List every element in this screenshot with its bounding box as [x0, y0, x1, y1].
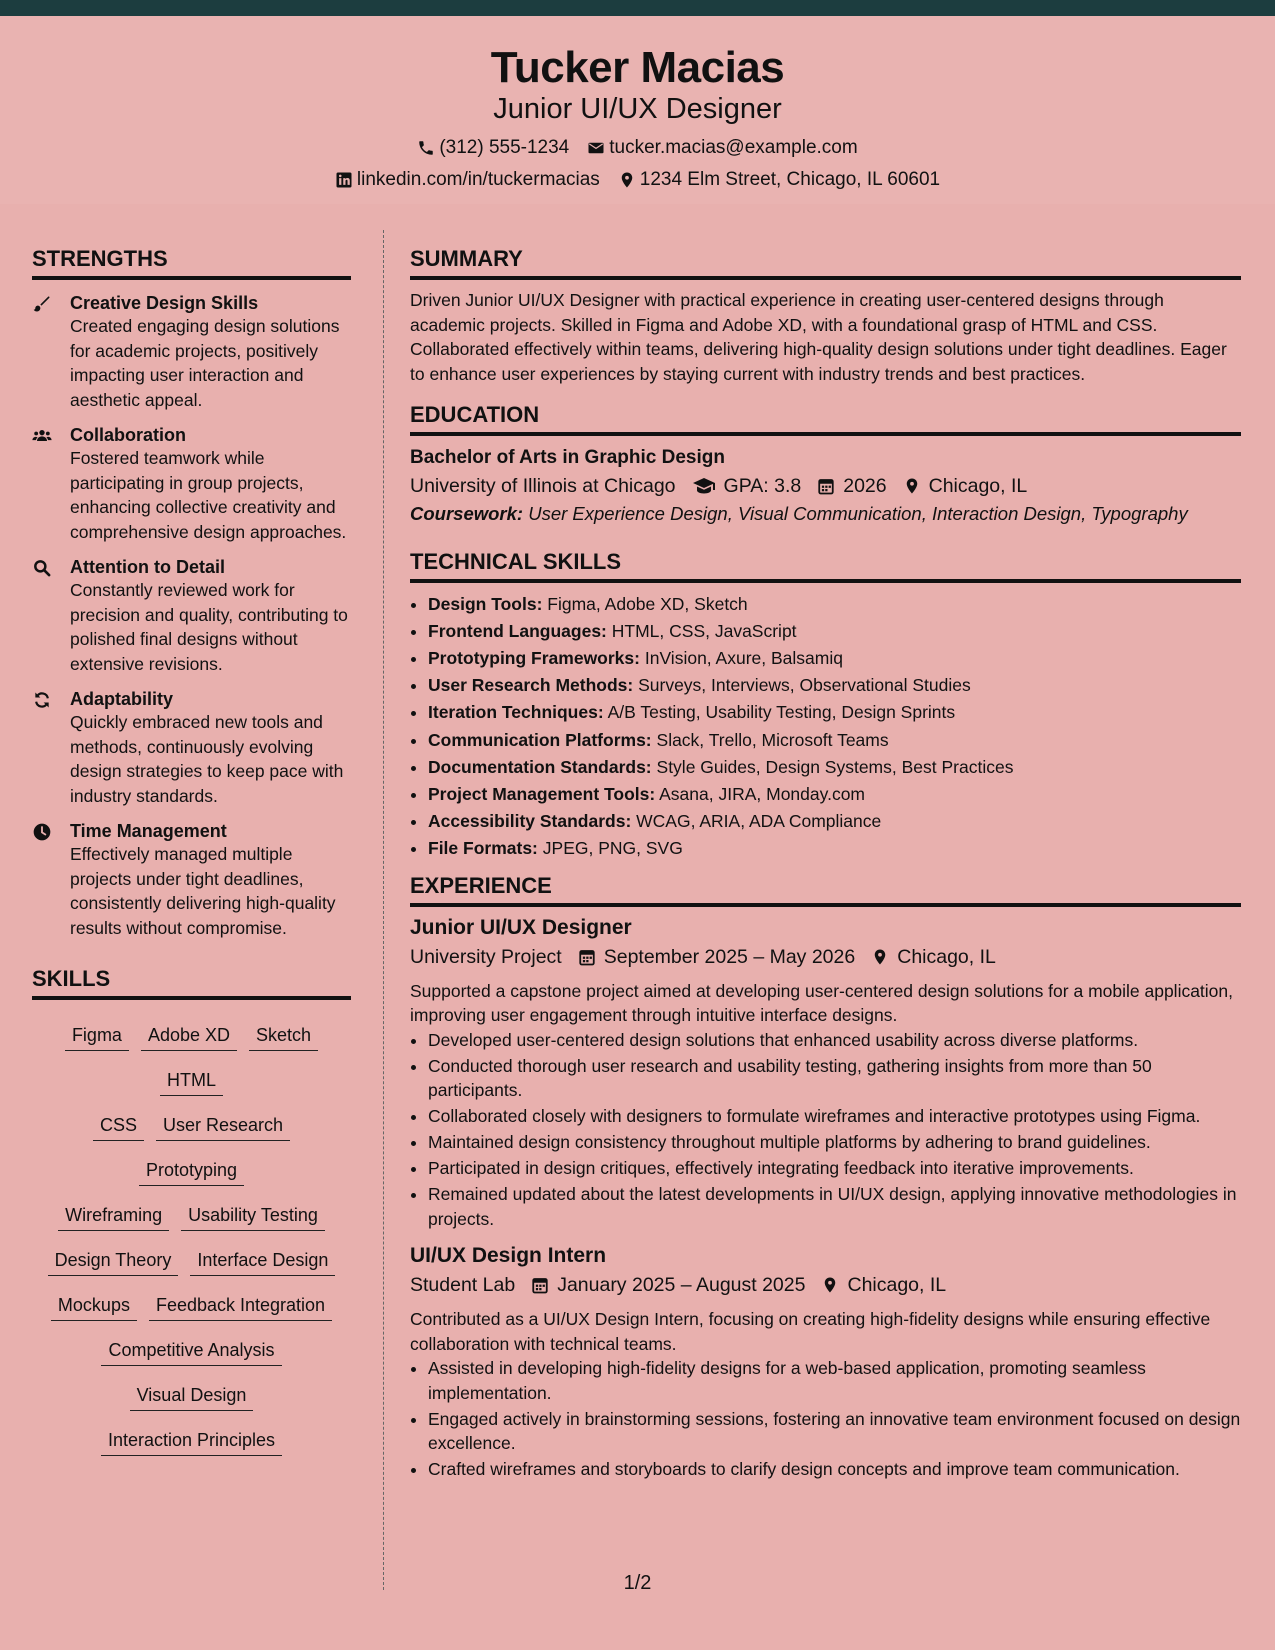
address-text: 1234 Elm Street, Chicago, IL 60601 [639, 169, 941, 190]
envelope-icon [587, 139, 605, 157]
strength-desc: Effectively managed multiple projects under tight deadlines, consistently delivering high-quality results without compromise. [70, 844, 336, 938]
job-2-location: Chicago, IL [847, 1274, 947, 1297]
skill-label: Design Tools: [428, 593, 543, 614]
map-pin-icon [871, 948, 889, 966]
calendar-icon [817, 477, 835, 495]
list-item: • Remained updated about the latest developments in UI/UX design, applying innovative methodologies in projects. [428, 1182, 1241, 1231]
list-item [428, 781, 1241, 808]
strengths-heading: STRENGTHS [32, 230, 351, 280]
skill-tag: Competitive Analysis [101, 1339, 281, 1366]
list-item: • Collaborated closely with designers to formulate wireframes and interactive prototypes using Figma. [428, 1104, 1241, 1129]
skills-heading: SKILLS [32, 950, 351, 1000]
contact-row-1 [0, 132, 1275, 164]
job-1-meta [410, 941, 1241, 973]
address-contact [618, 164, 940, 196]
skill-value: Slack, Trello, Microsoft Teams [656, 729, 889, 750]
list-item [428, 645, 1241, 672]
skill-tag: HTML [160, 1069, 223, 1096]
strength-desc: Created engaging design solutions for academic projects, positively impacting user interaction and aesthetic appeal. [70, 316, 340, 410]
skill-value: A/B Testing, Usability Testing, Design Sprints [607, 702, 956, 723]
skill-tag: Prototyping [139, 1159, 244, 1186]
skill-tag: User Research [156, 1114, 290, 1141]
list-item: • Maintained design consistency throughout multiple platforms by adhering to brand guidelines. [428, 1130, 1241, 1155]
content-columns [32, 230, 1241, 1594]
graduation-cap-icon [692, 474, 716, 498]
gpa-text: GPA: 3.8 [723, 475, 802, 497]
calendar-icon [578, 948, 596, 966]
skill-label: Accessibility Standards: [428, 811, 632, 832]
skill-label: File Formats: [428, 838, 538, 859]
grad-year: 2026 [843, 475, 887, 497]
resume-header [0, 16, 1275, 204]
summary-heading: SUMMARY [410, 230, 1241, 280]
strength-title: Collaboration [70, 425, 186, 445]
email-contact[interactable] [587, 132, 857, 164]
strength-title: Creative Design Skills [70, 293, 259, 313]
skill-tag: Interaction Principles [101, 1429, 282, 1456]
phone-text: (312) 555-1234 [439, 137, 570, 158]
skill-label: User Research Methods: [428, 675, 634, 696]
calendar-icon [531, 1276, 549, 1294]
job-2-meta [410, 1269, 1241, 1301]
person-name: Tucker Macias [490, 43, 785, 92]
job-2-title: UI/UX Design Intern [410, 1244, 607, 1268]
job-title: Junior UI/UX Designer [493, 93, 782, 125]
skill-label: Documentation Standards: [428, 756, 652, 777]
list-item: • Engaged actively in brainstorming sessions, fostering an innovative team environment focused on design excellence. [428, 1407, 1241, 1456]
strengths-list [32, 292, 351, 940]
list-item [428, 835, 1241, 862]
coursework-label: Coursework: [410, 503, 524, 524]
skill-tag: Design Theory [48, 1249, 179, 1276]
skill-value: JPEG, PNG, SVG [542, 838, 683, 859]
top-bar [0, 0, 1275, 16]
skill-tag: Visual Design [130, 1384, 254, 1411]
skill-tag: Mockups [51, 1294, 137, 1321]
skill-value: WCAG, ARIA, ADA Compliance [636, 811, 882, 832]
skill-tag: Interface Design [190, 1249, 335, 1276]
strength-title: Attention to Detail [70, 557, 225, 577]
list-item [428, 618, 1241, 645]
strength-desc: Fostered teamwork while participating in group projects, enhancing collective creativity and comprehensive design approaches. [70, 448, 347, 542]
job-1-location: Chicago, IL [897, 945, 996, 968]
job-1-dates: September 2025 – May 2026 [603, 945, 856, 968]
education-heading: EDUCATION [410, 386, 1241, 436]
technical-skills-heading: TECHNICAL SKILLS [410, 533, 1241, 583]
skill-value: InVision, Axure, Balsamiq [644, 647, 843, 668]
skill-value: Style Guides, Design Systems, Best Practices [656, 756, 1014, 777]
job-2-bullets [410, 1356, 1241, 1482]
skill-label: Project Management Tools: [428, 783, 656, 804]
skill-value: Surveys, Interviews, Observational Studies [638, 675, 971, 696]
linkedin-contact[interactable] [335, 164, 600, 196]
strength-item [32, 424, 351, 544]
list-item: • Developed user-centered design solutions that enhanced usability across diverse platforms. [428, 1028, 1241, 1053]
skill-tag: Figma [65, 1024, 129, 1051]
map-pin-icon [618, 171, 636, 189]
job-1-org: University Project [410, 945, 562, 968]
skill-tag: Adobe XD [141, 1024, 237, 1051]
list-item: • Participated in design critiques, effectively integrating feedback into iterative improvements. [428, 1156, 1241, 1181]
strength-item [32, 820, 351, 940]
refresh-icon [32, 690, 52, 710]
skill-tag: Sketch [249, 1024, 318, 1051]
technical-skills-list [410, 591, 1241, 863]
linkedin-icon [335, 171, 353, 189]
strength-item [32, 688, 351, 808]
list-item [428, 754, 1241, 781]
contact-row-2 [0, 164, 1275, 196]
list-item [428, 727, 1241, 754]
experience-heading: EXPERIENCE [410, 863, 1241, 907]
coursework-list: User Experience Design, Visual Communication, Interaction Design, Typography [528, 503, 1188, 524]
education-location: Chicago, IL [928, 475, 1028, 497]
job-1-desc: Supported a capstone project aimed at developing user-centered design solutions for a mobile application, improving user engagement through intuitive interface designs. [410, 980, 1234, 1026]
left-column [32, 230, 383, 1594]
list-item [428, 699, 1241, 726]
phone-contact [417, 132, 569, 164]
skill-value: Asana, JIRA, Monday.com [659, 783, 865, 804]
job-2-org: Student Lab [410, 1274, 516, 1297]
list-item: • Assisted in developing high-fidelity designs for a web-based application, promoting seamless implementation. [428, 1356, 1241, 1405]
skill-tag: Usability Testing [181, 1204, 325, 1231]
search-icon [32, 558, 52, 578]
list-item: • Conducted thorough user research and usability testing, gathering insights from more than 50 participants. [428, 1054, 1241, 1103]
summary-text: Driven Junior UI/UX Designer with practical experience in creating user-centered designs through academic projects. Skilled in Figma and Adobe XD, with a foundational grasp of HTML and CSS. Collaborated effectively within teams, delivering high-quality design solutions under tight deadlines. Eager to enhance user experiences by staying current with industry trends and best practices. [410, 290, 1227, 384]
map-pin-icon [903, 477, 921, 495]
paintbrush-icon [32, 294, 52, 314]
skill-tag: Feedback Integration [149, 1294, 332, 1321]
strength-item [32, 556, 351, 676]
users-icon [32, 426, 52, 446]
skill-label: Communication Platforms: [428, 729, 652, 750]
school-name: University of Illinois at Chicago [410, 475, 676, 497]
strength-item [32, 292, 351, 412]
list-item [428, 672, 1241, 699]
clock-icon [32, 822, 52, 842]
email-text[interactable]: tucker.macias@example.com [609, 137, 858, 158]
skill-value: Figma, Adobe XD, Sketch [547, 593, 748, 614]
degree-name: Bachelor of Arts in Graphic Design [410, 447, 725, 468]
job-2-desc: Contributed as a UI/UX Design Intern, focusing on creating high-fidelity designs while ensuring effective collaboration with technical teams. [410, 1309, 1211, 1354]
skill-label: Prototyping Frameworks: [428, 647, 640, 668]
skill-value: HTML, CSS, JavaScript [611, 620, 797, 641]
skill-label: Frontend Languages: [428, 620, 607, 641]
strength-title: Time Management [70, 821, 227, 841]
job-1-title: Junior UI/UX Designer [410, 915, 632, 939]
job-1-bullets [410, 1028, 1241, 1232]
skill-tag: Wireframing [58, 1204, 169, 1231]
education-meta [410, 470, 1241, 502]
list-item [428, 808, 1241, 835]
job-2-dates: January 2025 – August 2025 [557, 1274, 806, 1297]
page-number: 1/2 [623, 1572, 652, 1594]
list-item [428, 591, 1241, 618]
linkedin-text[interactable]: linkedin.com/in/tuckermacias [356, 169, 600, 190]
skill-label: Iteration Techniques: [428, 702, 604, 723]
right-column [384, 230, 1241, 1594]
strength-title: Adaptability [70, 689, 174, 709]
strength-desc: Quickly embraced new tools and methods, continuously evolving design strategies to keep pace with industry standards. [70, 712, 344, 806]
phone-icon [417, 139, 435, 157]
strength-desc: Constantly reviewed work for precision and quality, contributing to polished final designs without extensive revisions. [70, 580, 348, 674]
list-item: • Crafted wireframes and storyboards to clarify design concepts and improve team communication. [428, 1457, 1241, 1482]
skills-tags [32, 1014, 351, 1464]
map-pin-icon [821, 1276, 839, 1294]
coursework [410, 502, 1241, 527]
skill-tag: CSS [93, 1114, 144, 1141]
